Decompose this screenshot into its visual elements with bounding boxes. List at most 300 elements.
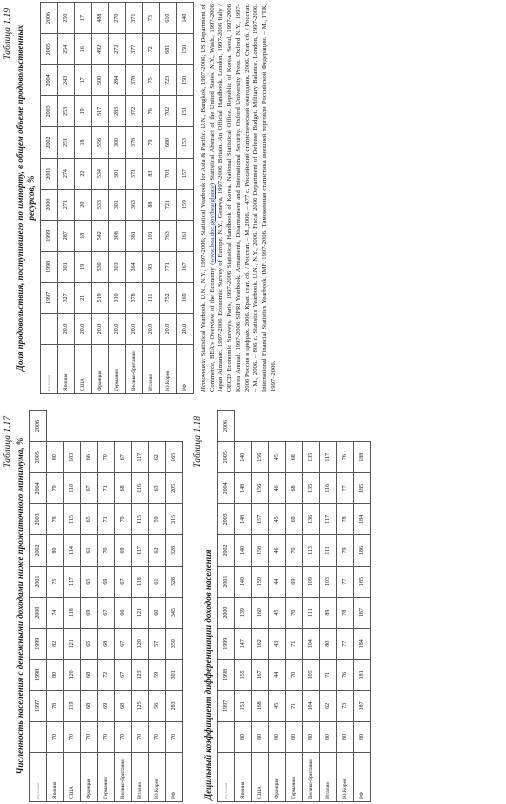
- table-cell: 67: [98, 597, 115, 628]
- table-cell: 68: [286, 473, 303, 504]
- table-cell: 301: [109, 158, 126, 189]
- corner-label: Год Страна: [47, 374, 51, 391]
- table-cell: 556: [92, 127, 109, 158]
- table-1-19-block: [3, 2, 194, 394]
- table-row: [252, 411, 269, 802]
- table-cell: 46: [269, 473, 286, 504]
- table-cell: 71: [320, 659, 337, 690]
- table-cell: 56: [149, 690, 166, 721]
- year-header: 2001: [41, 158, 58, 189]
- table-cell: 57: [149, 628, 166, 659]
- year-header: 1997: [218, 690, 235, 721]
- table-cell: 253: [58, 96, 75, 127]
- table-cell: 62: [149, 535, 166, 566]
- table-cell: 80: [303, 721, 320, 752]
- row-label: США: [252, 753, 269, 802]
- table-cell: 254: [58, 34, 75, 65]
- table-cell: 16: [75, 34, 92, 65]
- year-header: 2003: [41, 96, 58, 127]
- header-blank: [218, 721, 235, 752]
- table-cell: 119: [64, 690, 81, 721]
- table-cell: 271: [58, 189, 75, 220]
- table-cell: 65: [81, 504, 98, 535]
- table-cell: 79: [337, 535, 354, 566]
- year-header: 1998: [30, 659, 47, 690]
- table-cell: 610: [160, 3, 177, 34]
- table-cell: 117: [320, 504, 337, 535]
- table-cell: 20.0: [160, 313, 177, 344]
- year-header: 2000: [41, 189, 58, 220]
- row-label: Франция: [269, 753, 286, 802]
- table-1-18-number: Таблица 1.18: [193, 416, 203, 468]
- table-cell: 111: [320, 535, 337, 566]
- table-cell: 118: [64, 597, 81, 628]
- table-cell: 80: [47, 535, 64, 566]
- table-cell: 303: [109, 251, 126, 282]
- table-cell: 73: [337, 690, 354, 721]
- table-cell: 187: [354, 690, 371, 721]
- year-header: 2004: [218, 473, 235, 504]
- table-cell: 113: [303, 535, 320, 566]
- table-cell: 723: [160, 65, 177, 96]
- table-cell: 20.0: [92, 313, 109, 344]
- table-cell: 68: [286, 442, 303, 473]
- table-cell: 83: [143, 158, 160, 189]
- table-1-17-title: Численность населения с денежными доходами ниже прожиточного минимума, %: [15, 437, 25, 775]
- table-cell: 67: [115, 628, 132, 659]
- table-cell: 70: [98, 721, 115, 752]
- table-cell: 75: [47, 566, 64, 597]
- table-body: [47, 411, 183, 802]
- table-cell: 328: [166, 535, 183, 566]
- table-cell: 59: [149, 659, 166, 690]
- table-cell: 71: [286, 690, 303, 721]
- table-cell: 492: [92, 34, 109, 65]
- table-cell: 70: [64, 721, 81, 752]
- table-cell: 121: [132, 597, 149, 628]
- table-cell: 148: [235, 504, 252, 535]
- header-blank: [30, 721, 47, 752]
- table-row: [115, 411, 132, 802]
- table-cell: 77: [337, 628, 354, 659]
- table-cell: 70: [286, 535, 303, 566]
- table-1-18-block: [193, 410, 371, 802]
- table-cell: 111: [303, 597, 320, 628]
- table-cell: 270: [109, 3, 126, 34]
- table-cell: 67: [81, 473, 98, 504]
- table-1-19: [40, 2, 194, 394]
- year-header: 2006: [30, 411, 47, 442]
- table-cell: 70: [286, 597, 303, 628]
- table-row: [58, 3, 75, 394]
- table-cell: 77: [337, 473, 354, 504]
- table-cell: 283: [109, 96, 126, 127]
- year-header: 1997: [30, 690, 47, 721]
- table-cell: 111: [143, 282, 160, 313]
- table-cell: 120: [132, 628, 149, 659]
- table-header-row: [41, 3, 58, 394]
- table-cell: 315: [166, 504, 183, 535]
- table-cell: 251: [58, 127, 75, 158]
- table-cell: 169: [177, 282, 194, 313]
- table-cell: 121: [64, 628, 81, 659]
- table-row: [269, 411, 286, 802]
- table-cell: 519: [92, 282, 109, 313]
- table-cell: 274: [58, 158, 75, 189]
- table-cell: 114: [64, 535, 81, 566]
- year-header: 1998: [41, 251, 58, 282]
- table-row: [75, 3, 92, 394]
- table-cell: 76: [143, 96, 160, 127]
- table-cell: 165: [166, 442, 183, 473]
- table-row: [286, 411, 303, 802]
- table-cell: 488: [92, 3, 109, 34]
- table-cell: 19: [75, 251, 92, 282]
- year-header: 1999: [41, 220, 58, 251]
- header-blank: [41, 313, 58, 344]
- row-label: Италия: [143, 345, 160, 394]
- row-label: Велико-британия: [115, 753, 132, 802]
- table-cell: 205: [166, 473, 183, 504]
- table-cell: 70: [286, 659, 303, 690]
- table-cell: 721: [160, 189, 177, 220]
- table-cell: 372: [126, 96, 143, 127]
- table-cell: 82: [47, 628, 64, 659]
- row-label: Ю.Корея: [149, 753, 166, 802]
- table-cell: 148: [235, 473, 252, 504]
- table-cell: 67: [115, 442, 132, 473]
- table-cell: 139: [235, 597, 252, 628]
- table-cell: 80: [269, 721, 286, 752]
- table-row: [337, 411, 354, 802]
- year-header: 2002: [218, 535, 235, 566]
- row-label: РФ: [354, 753, 371, 802]
- table-cell: 20.0: [109, 313, 126, 344]
- table-cell: 45: [269, 690, 286, 721]
- table-cell: 168: [252, 690, 269, 721]
- corner-cell: [41, 345, 58, 394]
- table-cell: 136: [303, 504, 320, 535]
- table-cell: 77: [337, 566, 354, 597]
- table-cell: 151: [177, 96, 194, 127]
- table-cell: 67: [115, 659, 132, 690]
- table-cell: 116: [132, 473, 149, 504]
- year-header: 2005: [41, 34, 58, 65]
- table-cell: 17: [75, 65, 92, 96]
- table-cell: 162: [252, 628, 269, 659]
- table-1-19-number: Таблица 1.19: [3, 8, 13, 60]
- table-cell: 80: [320, 628, 337, 659]
- table-cell: 378: [126, 282, 143, 313]
- table-cell: 308: [109, 220, 126, 251]
- year-header: 2000: [218, 597, 235, 628]
- table-cell: 68: [98, 628, 115, 659]
- table-cell: 283: [166, 690, 183, 721]
- table-cell: 70: [115, 504, 132, 535]
- row-label: РФ: [177, 345, 194, 394]
- table-cell: 151: [235, 690, 252, 721]
- table-cell: 80: [337, 721, 354, 752]
- table-cell: 68: [115, 690, 132, 721]
- table-cell: 702: [160, 96, 177, 127]
- table-cell: 69: [81, 597, 98, 628]
- table-cell: 69: [286, 566, 303, 597]
- table-1-17: [29, 410, 183, 802]
- year-header: 1999: [218, 628, 235, 659]
- table-cell: 22: [75, 158, 92, 189]
- table-cell: 44: [269, 566, 286, 597]
- table-1-17-number: Таблица 1.17: [3, 416, 13, 468]
- row-label: Велико-британия: [126, 345, 143, 394]
- table-cell: 62: [149, 442, 166, 473]
- table-cell: 68: [81, 690, 98, 721]
- table-cell: 153: [177, 127, 194, 158]
- table-body: [58, 3, 194, 394]
- table-cell: 71: [286, 628, 303, 659]
- corner-cell: [30, 753, 47, 802]
- year-header: 1998: [218, 659, 235, 690]
- table-cell: 21: [75, 282, 92, 313]
- table-cell: 61: [81, 535, 98, 566]
- table-cell: 72: [143, 34, 160, 65]
- row-label: Германия: [286, 753, 303, 802]
- year-header: 2004: [30, 473, 47, 504]
- table-cell: 301: [58, 251, 75, 282]
- table-cell: 381: [126, 220, 143, 251]
- table-row: [126, 3, 143, 394]
- row-label: РФ: [166, 753, 183, 802]
- table-cell: 70: [47, 721, 64, 752]
- year-header: 2001: [218, 566, 235, 597]
- table-cell: 771: [160, 251, 177, 282]
- table-cell: 70: [166, 721, 183, 752]
- year-header: 2002: [30, 535, 47, 566]
- table-cell: 80: [286, 721, 303, 752]
- row-label: Франция: [92, 345, 109, 394]
- table-cell: 328: [166, 566, 183, 597]
- table-cell: 65: [81, 628, 98, 659]
- table-row: [109, 3, 126, 394]
- year-header: 2006: [41, 3, 58, 34]
- table-cell: 181: [354, 659, 371, 690]
- row-label: Италия: [132, 753, 149, 802]
- table-cell: 250: [58, 3, 75, 34]
- table-cell: 20.0: [177, 313, 194, 344]
- table-cell: 140: [235, 535, 252, 566]
- table-1-19-title: Доля продовольствия, поступившего по импорту, в общем объеме продовольственных ресурсов, %: [15, 24, 36, 372]
- table-1-17-block: [3, 410, 183, 802]
- table-cell: 46: [269, 535, 286, 566]
- table-cell: 78: [47, 690, 64, 721]
- table-cell: 116: [320, 473, 337, 504]
- year-header: 2003: [218, 504, 235, 535]
- table-cell: 20.0: [126, 313, 143, 344]
- table-row: [81, 411, 98, 802]
- table-cell: 681: [160, 34, 177, 65]
- table-cell: 20.0: [143, 313, 160, 344]
- row-label: Япония: [58, 345, 75, 394]
- table-cell: 80: [252, 721, 269, 752]
- table-cell: 243: [58, 65, 75, 96]
- table-cell: 371: [126, 158, 143, 189]
- sources-label: Источники:: [200, 358, 207, 392]
- table-cell: 188: [354, 442, 371, 473]
- table-cell: 327: [58, 282, 75, 313]
- table-cell: 79: [143, 127, 160, 158]
- year-header: 2000: [30, 597, 47, 628]
- table-cell: 147: [235, 628, 252, 659]
- table-row: [98, 411, 115, 802]
- table-row: [303, 411, 320, 802]
- table-cell: 156: [252, 442, 269, 473]
- table-cell: 18: [75, 220, 92, 251]
- table-cell: 75: [143, 65, 160, 96]
- table-cell: 185: [354, 473, 371, 504]
- table-cell: 72: [98, 659, 115, 690]
- table-cell: 118: [132, 566, 149, 597]
- table-cell: 45: [269, 442, 286, 473]
- table-cell: 140: [235, 442, 252, 473]
- table-cell: 69: [98, 566, 115, 597]
- table-cell: 70: [132, 721, 149, 752]
- table-cell: 80: [47, 442, 64, 473]
- table-cell: 150: [177, 65, 194, 96]
- table-cell: 103: [320, 566, 337, 597]
- table-cell: 117: [132, 535, 149, 566]
- table-cell: 80: [354, 721, 371, 752]
- table-cell: 63: [149, 473, 166, 504]
- table-cell: 287: [58, 220, 75, 251]
- table-cell: 364: [126, 251, 143, 282]
- table-cell: 59: [149, 504, 166, 535]
- table-cell: 20.0: [58, 313, 75, 344]
- row-label: Германия: [98, 753, 115, 802]
- table-cell: 140: [177, 3, 194, 34]
- year-header: 2003: [30, 504, 47, 535]
- table-cell: 62: [320, 690, 337, 721]
- table-cell: 301: [166, 659, 183, 690]
- table-row: [166, 411, 183, 802]
- year-header: 2001: [30, 566, 47, 597]
- row-label: Япония: [235, 753, 252, 802]
- table-cell: 66: [115, 597, 132, 628]
- corner-label: Год Страна: [224, 782, 228, 799]
- table-cell: 350: [166, 628, 183, 659]
- table-cell: 110: [64, 473, 81, 504]
- table-header-row: [30, 411, 47, 802]
- table-cell: 150: [177, 34, 194, 65]
- table-cell: 167: [252, 659, 269, 690]
- sources-text-2: ) Statistical Abstract of the United States. N.Y., Wash., 1997-2006 Japan Almanac. 1997-2006 Economic Survey of Europe. N.Y., Geneva, 1997-2006 Britain. An Official Handbook. London, 1997-2006 Italy / OECD Economic Surveys. Paris, 1997-2006 Statistical Handbook of Korea. National Statistical Office. Republic of Korea. Seoul, 1997-2006 Korea Annual. 1997-2006 SIPRI Yearbook. Armaments, Disarmament and International Security. Oxford University Press. Oxford N.Y., 1997-2006 Россия в цифрах. 2006. Крат. стат. сб. / Росстат. – М.,2006. – 477 с. Российский статистический ежегодник. 2006. Стат. сб. / Росстат. – М., 2006. – 806 с. Statistics Yearbook. U.N., N.Y., 2006. Fiscal 2006 Department of Defense Budget. Military Balance. London, 1997-2006. International Financial Statistics Yearbook. IMF. 1997-2006. Таможенная статистика внешней торговли Российской Федерации. – М., ГТК, 1997–2006.: [208, 4, 277, 392]
- table-cell: 184: [354, 504, 371, 535]
- table-cell: 117: [64, 566, 81, 597]
- table-cell: 272: [109, 34, 126, 65]
- table-cell: 378: [126, 65, 143, 96]
- year-header: 2006: [218, 411, 235, 442]
- row-label: Япония: [47, 753, 64, 802]
- row-label: Ю.Корея: [160, 345, 177, 394]
- table-cell: 533: [92, 189, 109, 220]
- table-cell: 300: [109, 127, 126, 158]
- table-cell: 78: [47, 504, 64, 535]
- table-cell: 76: [337, 659, 354, 690]
- year-header: 2002: [41, 127, 58, 158]
- table-cell: 184: [354, 628, 371, 659]
- table-cell: 61: [149, 566, 166, 597]
- table-cell: 310: [109, 282, 126, 313]
- table-cell: 93: [143, 251, 160, 282]
- table-cell: 45: [269, 597, 286, 628]
- row-label: Италия: [320, 753, 337, 802]
- table-cell: 79: [47, 473, 64, 504]
- year-header: 2005: [218, 442, 235, 473]
- table-row: [47, 411, 64, 802]
- table-cell: 701: [160, 158, 177, 189]
- table-cell: 125: [132, 690, 149, 721]
- table-cell: 69: [98, 690, 115, 721]
- sources-text-1: Statistical Yearbook. U.N., N.Y., 1997-2006; Statistical Yearbook for Asia & Pacific. U.N., Bangkok, 1997-2006; US Department of Commerce, BEA's Overview of the Economy (: [200, 4, 216, 392]
- table-cell: 19: [75, 96, 92, 127]
- row-label: США: [64, 753, 81, 802]
- sources-link[interactable]: www.bea.doc.gov/bea/glance: [208, 185, 216, 263]
- row-label: Франция: [81, 753, 98, 802]
- table-cell: 104: [303, 628, 320, 659]
- year-header: 1999: [30, 628, 47, 659]
- table-cell: 103: [64, 442, 81, 473]
- corner-label: Год Страна: [36, 782, 40, 799]
- table-cell: 70: [81, 721, 98, 752]
- table-cell: 160: [252, 597, 269, 628]
- table-cell: 74: [47, 597, 64, 628]
- left-column: [0, 410, 506, 802]
- table-cell: 752: [160, 282, 177, 313]
- table-cell: 67: [115, 566, 132, 597]
- year-header: 2004: [41, 65, 58, 96]
- table-cell: 73: [143, 3, 160, 34]
- table-row: [235, 411, 252, 802]
- table-cell: 70: [98, 535, 115, 566]
- table-cell: 517: [92, 96, 109, 127]
- table-cell: 101: [143, 220, 160, 251]
- table-cell: 117: [132, 442, 149, 473]
- table-cell: 70: [149, 721, 166, 752]
- table-cell: 109: [303, 566, 320, 597]
- table-cell: 105: [303, 659, 320, 690]
- table-cell: 44: [269, 659, 286, 690]
- table-cell: 371: [126, 3, 143, 34]
- table-cell: 104: [303, 690, 320, 721]
- table-cell: 78: [337, 504, 354, 535]
- row-label: Германия: [109, 345, 126, 394]
- row-label: Велико-британия: [303, 753, 320, 802]
- table-cell: 159: [252, 566, 269, 597]
- table-row: [143, 3, 160, 394]
- right-column: [0, 2, 506, 394]
- table-cell: 43: [269, 628, 286, 659]
- table-cell: 20: [75, 189, 92, 220]
- table-cell: 363: [126, 189, 143, 220]
- row-label: Ю.Корея: [337, 753, 354, 802]
- table-1-18-title: Децильный коэффициент дифференциации доходов населения: [203, 549, 213, 800]
- table-cell: 65: [81, 566, 98, 597]
- table-cell: 161: [177, 220, 194, 251]
- table-cell: 157: [252, 504, 269, 535]
- table-cell: 763: [160, 220, 177, 251]
- table-cell: 158: [252, 535, 269, 566]
- table-cell: 135: [303, 442, 320, 473]
- table-cell: 187: [354, 597, 371, 628]
- table-row: [320, 411, 337, 802]
